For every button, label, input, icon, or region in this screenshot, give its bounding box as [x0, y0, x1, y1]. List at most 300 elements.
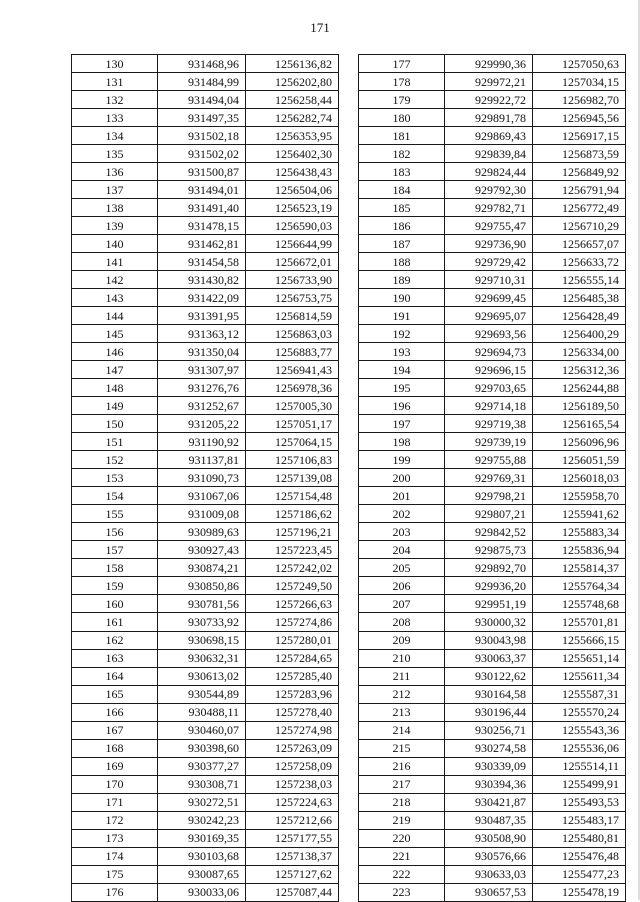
point-number-cell: 157 [72, 541, 158, 559]
page-number: 171 [310, 20, 330, 35]
y-coordinate-cell: 1256018,03 [533, 469, 626, 487]
point-number-cell: 214 [359, 721, 445, 739]
table-row [359, 703, 626, 721]
y-coordinate-cell: 1256633,72 [533, 253, 626, 271]
point-number-cell: 146 [72, 343, 158, 361]
table-row [72, 379, 339, 397]
x-coordinate-cell: 930043,98 [445, 631, 533, 649]
y-coordinate-cell: 1256485,38 [533, 289, 626, 307]
table-row [72, 865, 339, 883]
table-row [72, 829, 339, 847]
point-number-cell: 172 [72, 811, 158, 829]
coordinates-table-right [358, 54, 626, 902]
point-number-cell: 211 [359, 667, 445, 685]
y-coordinate-cell: 1256849,92 [533, 163, 626, 181]
x-coordinate-cell: 930272,51 [158, 793, 246, 811]
point-number-cell: 145 [72, 325, 158, 343]
x-coordinate-cell: 929736,90 [445, 235, 533, 253]
point-number-cell: 198 [359, 433, 445, 451]
y-coordinate-cell: 1257284,65 [246, 649, 339, 667]
y-coordinate-cell: 1257087,44 [246, 883, 339, 901]
point-number-cell: 194 [359, 361, 445, 379]
table-row [359, 253, 626, 271]
point-number-cell: 140 [72, 235, 158, 253]
y-coordinate-cell: 1256733,90 [246, 271, 339, 289]
point-number-cell: 185 [359, 199, 445, 217]
point-number-cell: 215 [359, 739, 445, 757]
point-number-cell: 180 [359, 109, 445, 127]
table-row [359, 739, 626, 757]
table-row [359, 379, 626, 397]
x-coordinate-cell: 930488,11 [158, 703, 246, 721]
y-coordinate-cell: 1255493,53 [533, 793, 626, 811]
y-coordinate-cell: 1257034,15 [533, 73, 626, 91]
point-number-cell: 132 [72, 91, 158, 109]
y-coordinate-cell: 1257139,08 [246, 469, 339, 487]
x-coordinate-cell: 931502,02 [158, 145, 246, 163]
table-row [72, 631, 339, 649]
table-row [72, 271, 339, 289]
table-row [72, 649, 339, 667]
y-coordinate-cell: 1257106,83 [246, 451, 339, 469]
y-coordinate-cell: 1255814,37 [533, 559, 626, 577]
y-coordinate-cell: 1256334,00 [533, 343, 626, 361]
point-number-cell: 148 [72, 379, 158, 397]
y-coordinate-cell: 1257266,63 [246, 595, 339, 613]
point-number-cell: 142 [72, 271, 158, 289]
x-coordinate-cell: 929719,38 [445, 415, 533, 433]
y-coordinate-cell: 1257283,96 [246, 685, 339, 703]
x-coordinate-cell: 931090,73 [158, 469, 246, 487]
y-coordinate-cell: 1257051,17 [246, 415, 339, 433]
point-number-cell: 135 [72, 145, 158, 163]
x-coordinate-cell: 930196,44 [445, 703, 533, 721]
y-coordinate-cell: 1255478,19 [533, 883, 626, 901]
point-number-cell: 133 [72, 109, 158, 127]
point-number-cell: 213 [359, 703, 445, 721]
x-coordinate-cell: 930698,15 [158, 631, 246, 649]
point-number-cell: 176 [72, 883, 158, 901]
table-row [72, 73, 339, 91]
x-coordinate-cell: 930632,31 [158, 649, 246, 667]
table-row [72, 847, 339, 865]
point-number-cell: 179 [359, 91, 445, 109]
x-coordinate-cell: 929869,43 [445, 127, 533, 145]
x-coordinate-cell: 929972,21 [445, 73, 533, 91]
x-coordinate-cell: 930122,62 [445, 667, 533, 685]
point-number-cell: 202 [359, 505, 445, 523]
point-number-cell: 177 [359, 55, 445, 73]
x-coordinate-cell: 931067,06 [158, 487, 246, 505]
table-row [72, 289, 339, 307]
y-coordinate-cell: 1256791,94 [533, 181, 626, 199]
x-coordinate-cell: 931252,67 [158, 397, 246, 415]
point-number-cell: 143 [72, 289, 158, 307]
y-coordinate-cell: 1257196,21 [246, 523, 339, 541]
x-coordinate-cell: 930394,36 [445, 775, 533, 793]
y-coordinate-cell: 1256136,82 [246, 55, 339, 73]
table-row [72, 145, 339, 163]
point-number-cell: 130 [72, 55, 158, 73]
y-coordinate-cell: 1256945,56 [533, 109, 626, 127]
table-row [72, 775, 339, 793]
table-row [72, 739, 339, 757]
point-number-cell: 156 [72, 523, 158, 541]
table-row [72, 361, 339, 379]
y-coordinate-cell: 1255483,17 [533, 811, 626, 829]
point-number-cell: 147 [72, 361, 158, 379]
table-row [359, 469, 626, 487]
x-coordinate-cell: 929739,19 [445, 433, 533, 451]
x-coordinate-cell: 929782,71 [445, 199, 533, 217]
x-coordinate-cell: 930633,03 [445, 865, 533, 883]
y-coordinate-cell: 1257274,86 [246, 613, 339, 631]
y-coordinate-cell: 1256978,36 [246, 379, 339, 397]
y-coordinate-cell: 1256873,59 [533, 145, 626, 163]
table-row [359, 847, 626, 865]
y-coordinate-cell: 1255701,81 [533, 613, 626, 631]
table-row [359, 487, 626, 505]
table-row [359, 829, 626, 847]
y-coordinate-cell: 1256051,59 [533, 451, 626, 469]
x-coordinate-cell: 931205,22 [158, 415, 246, 433]
table-row [359, 523, 626, 541]
x-coordinate-cell: 930487,35 [445, 811, 533, 829]
point-number-cell: 153 [72, 469, 158, 487]
x-coordinate-cell: 930308,71 [158, 775, 246, 793]
point-number-cell: 193 [359, 343, 445, 361]
x-coordinate-cell: 929755,88 [445, 451, 533, 469]
point-number-cell: 174 [72, 847, 158, 865]
x-coordinate-cell: 929842,52 [445, 523, 533, 541]
y-coordinate-cell: 1255514,11 [533, 757, 626, 775]
point-number-cell: 139 [72, 217, 158, 235]
table-row [72, 559, 339, 577]
point-number-cell: 155 [72, 505, 158, 523]
y-coordinate-cell: 1256710,29 [533, 217, 626, 235]
y-coordinate-cell: 1256202,80 [246, 73, 339, 91]
point-number-cell: 159 [72, 577, 158, 595]
y-coordinate-cell: 1256941,43 [246, 361, 339, 379]
y-coordinate-cell: 1257186,62 [246, 505, 339, 523]
point-number-cell: 208 [359, 613, 445, 631]
x-coordinate-cell: 930377,27 [158, 757, 246, 775]
table-row [359, 541, 626, 559]
y-coordinate-cell: 1255476,48 [533, 847, 626, 865]
y-coordinate-cell: 1256096,96 [533, 433, 626, 451]
x-coordinate-cell: 930508,90 [445, 829, 533, 847]
y-coordinate-cell: 1257005,30 [246, 397, 339, 415]
coordinates-table-body [359, 55, 626, 902]
table-row [359, 631, 626, 649]
point-number-cell: 131 [72, 73, 158, 91]
x-coordinate-cell: 930460,07 [158, 721, 246, 739]
y-coordinate-cell: 1256814,59 [246, 307, 339, 325]
x-coordinate-cell: 931494,04 [158, 91, 246, 109]
x-coordinate-cell: 930242,23 [158, 811, 246, 829]
y-coordinate-cell: 1256282,74 [246, 109, 339, 127]
y-coordinate-cell: 1257177,55 [246, 829, 339, 847]
point-number-cell: 141 [72, 253, 158, 271]
table-row [359, 721, 626, 739]
point-number-cell: 186 [359, 217, 445, 235]
x-coordinate-cell: 929792,30 [445, 181, 533, 199]
table-row [72, 235, 339, 253]
x-coordinate-cell: 930613,02 [158, 667, 246, 685]
y-coordinate-cell: 1255477,23 [533, 865, 626, 883]
x-coordinate-cell: 930063,37 [445, 649, 533, 667]
point-number-cell: 196 [359, 397, 445, 415]
table-row [72, 523, 339, 541]
table-row [359, 217, 626, 235]
x-coordinate-cell: 929693,56 [445, 325, 533, 343]
y-coordinate-cell: 1257285,40 [246, 667, 339, 685]
table-row [72, 127, 339, 145]
point-number-cell: 162 [72, 631, 158, 649]
table-row [72, 217, 339, 235]
point-number-cell: 204 [359, 541, 445, 559]
point-number-cell: 170 [72, 775, 158, 793]
x-coordinate-cell: 929922,72 [445, 91, 533, 109]
x-coordinate-cell: 930164,58 [445, 685, 533, 703]
x-coordinate-cell: 930256,71 [445, 721, 533, 739]
table-row [359, 55, 626, 73]
x-coordinate-cell: 931350,04 [158, 343, 246, 361]
table-row [359, 181, 626, 199]
point-number-cell: 216 [359, 757, 445, 775]
y-coordinate-cell: 1256982,70 [533, 91, 626, 109]
table-row [359, 667, 626, 685]
point-number-cell: 189 [359, 271, 445, 289]
y-coordinate-cell: 1257127,62 [246, 865, 339, 883]
point-number-cell: 178 [359, 73, 445, 91]
y-coordinate-cell: 1256400,29 [533, 325, 626, 343]
y-coordinate-cell: 1257223,45 [246, 541, 339, 559]
table-row [72, 55, 339, 73]
y-coordinate-cell: 1257280,01 [246, 631, 339, 649]
x-coordinate-cell: 931484,99 [158, 73, 246, 91]
x-coordinate-cell: 929839,84 [445, 145, 533, 163]
point-number-cell: 205 [359, 559, 445, 577]
table-row [72, 397, 339, 415]
table-row [359, 109, 626, 127]
x-coordinate-cell: 930850,86 [158, 577, 246, 595]
table-row [72, 613, 339, 631]
y-coordinate-cell: 1256753,75 [246, 289, 339, 307]
y-coordinate-cell: 1255941,62 [533, 505, 626, 523]
x-coordinate-cell: 930103,68 [158, 847, 246, 865]
coordinates-table-left [71, 54, 339, 902]
y-coordinate-cell: 1256189,50 [533, 397, 626, 415]
table-row [359, 865, 626, 883]
y-coordinate-cell: 1255958,70 [533, 487, 626, 505]
table-row [72, 451, 339, 469]
x-coordinate-cell: 931497,35 [158, 109, 246, 127]
y-coordinate-cell: 1255764,34 [533, 577, 626, 595]
table-row [359, 505, 626, 523]
point-number-cell: 168 [72, 739, 158, 757]
point-number-cell: 210 [359, 649, 445, 667]
table-row [72, 163, 339, 181]
x-coordinate-cell: 930421,87 [445, 793, 533, 811]
point-number-cell: 222 [359, 865, 445, 883]
table-row [359, 145, 626, 163]
point-number-cell: 218 [359, 793, 445, 811]
x-coordinate-cell: 931454,58 [158, 253, 246, 271]
point-number-cell: 167 [72, 721, 158, 739]
x-coordinate-cell: 931363,12 [158, 325, 246, 343]
table-row [359, 883, 626, 901]
x-coordinate-cell: 929696,15 [445, 361, 533, 379]
table-row [72, 181, 339, 199]
point-number-cell: 169 [72, 757, 158, 775]
coordinates-table-body [72, 55, 339, 902]
point-number-cell: 220 [359, 829, 445, 847]
x-coordinate-cell: 931009,08 [158, 505, 246, 523]
point-number-cell: 209 [359, 631, 445, 649]
table-row [72, 253, 339, 271]
y-coordinate-cell: 1256917,15 [533, 127, 626, 145]
point-number-cell: 199 [359, 451, 445, 469]
x-coordinate-cell: 930544,89 [158, 685, 246, 703]
point-number-cell: 223 [359, 883, 445, 901]
x-coordinate-cell: 929699,45 [445, 289, 533, 307]
x-coordinate-cell: 929710,31 [445, 271, 533, 289]
table-row [72, 343, 339, 361]
y-coordinate-cell: 1256428,49 [533, 307, 626, 325]
x-coordinate-cell: 931468,96 [158, 55, 246, 73]
table-row [359, 613, 626, 631]
point-number-cell: 192 [359, 325, 445, 343]
table-row [359, 775, 626, 793]
point-number-cell: 197 [359, 415, 445, 433]
table-row [72, 721, 339, 739]
table-row [72, 307, 339, 325]
x-coordinate-cell: 929891,78 [445, 109, 533, 127]
y-coordinate-cell: 1256258,44 [246, 91, 339, 109]
table-row [359, 433, 626, 451]
table-row [72, 793, 339, 811]
table-row [72, 109, 339, 127]
y-coordinate-cell: 1255836,94 [533, 541, 626, 559]
x-coordinate-cell: 929875,73 [445, 541, 533, 559]
table-row [359, 451, 626, 469]
point-number-cell: 206 [359, 577, 445, 595]
y-coordinate-cell: 1255587,31 [533, 685, 626, 703]
x-coordinate-cell: 929824,44 [445, 163, 533, 181]
y-coordinate-cell: 1255651,14 [533, 649, 626, 667]
point-number-cell: 151 [72, 433, 158, 451]
x-coordinate-cell: 929798,21 [445, 487, 533, 505]
x-coordinate-cell: 931276,76 [158, 379, 246, 397]
y-coordinate-cell: 1255536,06 [533, 739, 626, 757]
point-number-cell: 212 [359, 685, 445, 703]
y-coordinate-cell: 1256402,30 [246, 145, 339, 163]
x-coordinate-cell: 931190,92 [158, 433, 246, 451]
table-row [72, 685, 339, 703]
y-coordinate-cell: 1256657,07 [533, 235, 626, 253]
y-coordinate-cell: 1257242,02 [246, 559, 339, 577]
x-coordinate-cell: 929703,65 [445, 379, 533, 397]
y-coordinate-cell: 1257263,09 [246, 739, 339, 757]
y-coordinate-cell: 1255570,24 [533, 703, 626, 721]
table-row [72, 91, 339, 109]
x-coordinate-cell: 931307,97 [158, 361, 246, 379]
table-row [359, 127, 626, 145]
x-coordinate-cell: 930000,32 [445, 613, 533, 631]
table-row [72, 541, 339, 559]
x-coordinate-cell: 929714,18 [445, 397, 533, 415]
y-coordinate-cell: 1257278,40 [246, 703, 339, 721]
y-coordinate-cell: 1256438,43 [246, 163, 339, 181]
point-number-cell: 184 [359, 181, 445, 199]
table-row [359, 793, 626, 811]
x-coordinate-cell: 931494,01 [158, 181, 246, 199]
x-coordinate-cell: 931500,87 [158, 163, 246, 181]
point-number-cell: 190 [359, 289, 445, 307]
x-coordinate-cell: 930398,60 [158, 739, 246, 757]
point-number-cell: 188 [359, 253, 445, 271]
x-coordinate-cell: 930781,56 [158, 595, 246, 613]
table-row [72, 433, 339, 451]
point-number-cell: 138 [72, 199, 158, 217]
x-coordinate-cell: 930087,65 [158, 865, 246, 883]
y-coordinate-cell: 1256353,95 [246, 127, 339, 145]
x-coordinate-cell: 929755,47 [445, 217, 533, 235]
y-coordinate-cell: 1255611,34 [533, 667, 626, 685]
x-coordinate-cell: 930274,58 [445, 739, 533, 757]
x-coordinate-cell: 930989,63 [158, 523, 246, 541]
y-coordinate-cell: 1256590,03 [246, 217, 339, 235]
table-row [72, 703, 339, 721]
x-coordinate-cell: 929990,36 [445, 55, 533, 73]
point-number-cell: 191 [359, 307, 445, 325]
y-coordinate-cell: 1255748,68 [533, 595, 626, 613]
x-coordinate-cell: 929769,31 [445, 469, 533, 487]
table-row [72, 469, 339, 487]
point-number-cell: 164 [72, 667, 158, 685]
x-coordinate-cell: 931137,81 [158, 451, 246, 469]
point-number-cell: 203 [359, 523, 445, 541]
y-coordinate-cell: 1256772,49 [533, 199, 626, 217]
table-row [359, 307, 626, 325]
point-number-cell: 144 [72, 307, 158, 325]
x-coordinate-cell: 930169,35 [158, 829, 246, 847]
y-coordinate-cell: 1257274,98 [246, 721, 339, 739]
x-coordinate-cell: 931422,09 [158, 289, 246, 307]
x-coordinate-cell: 929951,19 [445, 595, 533, 613]
x-coordinate-cell: 929807,21 [445, 505, 533, 523]
point-number-cell: 136 [72, 163, 158, 181]
table-row [359, 811, 626, 829]
y-coordinate-cell: 1257238,03 [246, 775, 339, 793]
x-coordinate-cell: 931502,18 [158, 127, 246, 145]
y-coordinate-cell: 1255480,81 [533, 829, 626, 847]
table-row [359, 163, 626, 181]
table-row [359, 343, 626, 361]
table-row [359, 289, 626, 307]
table-row [359, 361, 626, 379]
y-coordinate-cell: 1256672,01 [246, 253, 339, 271]
x-coordinate-cell: 931478,15 [158, 217, 246, 235]
point-number-cell: 207 [359, 595, 445, 613]
table-row [72, 487, 339, 505]
y-coordinate-cell: 1257249,50 [246, 577, 339, 595]
point-number-cell: 166 [72, 703, 158, 721]
point-number-cell: 163 [72, 649, 158, 667]
point-number-cell: 161 [72, 613, 158, 631]
point-number-cell: 195 [359, 379, 445, 397]
